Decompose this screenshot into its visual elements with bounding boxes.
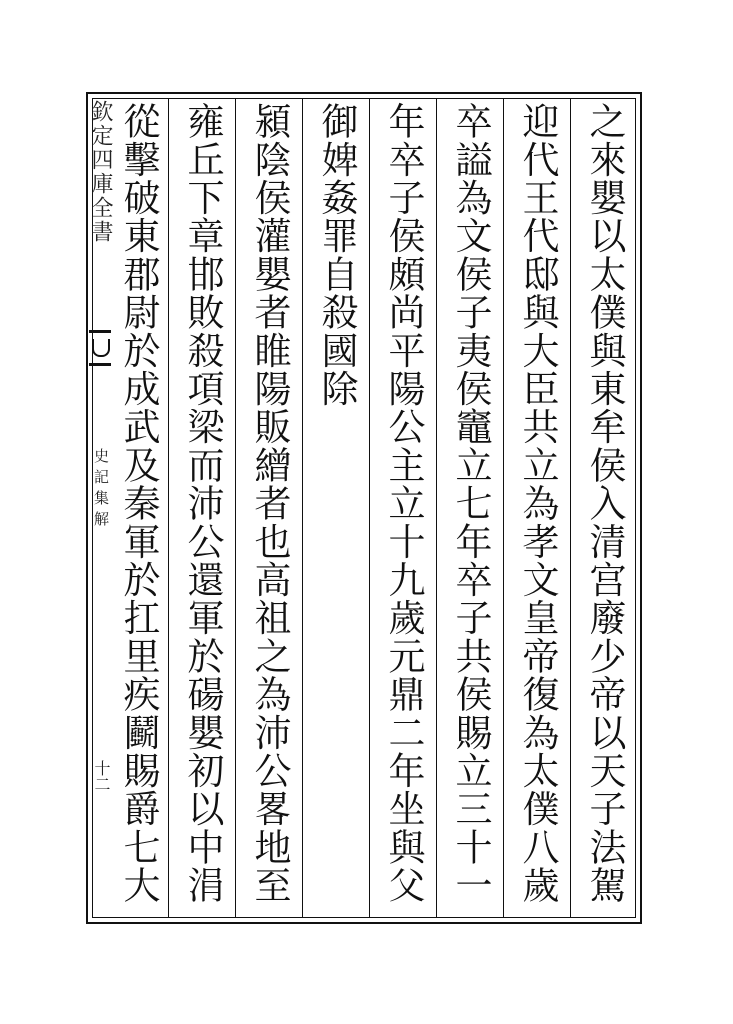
column-rule: [570, 98, 571, 918]
margin-book-title: 欽定四庫全書: [88, 100, 113, 244]
margin-section-title: 史記集解: [92, 448, 110, 532]
text-column-5: 御婢姦罪自殺國除: [315, 102, 358, 408]
page-number: 十二: [92, 760, 111, 792]
text-column-7: 雍丘下章邯敗殺項梁而沛公還軍於碭嬰初以中涓: [181, 102, 224, 905]
text-column-2: 迎代王代邸與大臣共立為孝文皇帝復為太僕八歲: [516, 102, 559, 905]
column-rule: [369, 98, 370, 918]
text-column-6: 潁陰侯灌嬰者睢陽販繒者也高祖之為沛公畧地至: [248, 102, 291, 905]
column-rule: [436, 98, 437, 918]
column-rule: [302, 98, 303, 918]
column-rule: [235, 98, 236, 918]
text-column-1: 之來嬰以太僕與東牟侯入清宫廢少帝以天子法駕: [583, 102, 626, 905]
column-rule: [168, 98, 169, 918]
text-column-8: 從擊破東郡尉於成武及秦軍於扛里疾鬬賜爵七大: [117, 102, 160, 905]
text-column-4: 年卒子侯頗尚平陽公主立十九歲元鼎二年坐與父: [382, 102, 425, 905]
column-rule: [503, 98, 504, 918]
text-column-3: 卒謚為文侯子夷侯竈立七年卒子共侯賜立三十一: [449, 102, 492, 905]
